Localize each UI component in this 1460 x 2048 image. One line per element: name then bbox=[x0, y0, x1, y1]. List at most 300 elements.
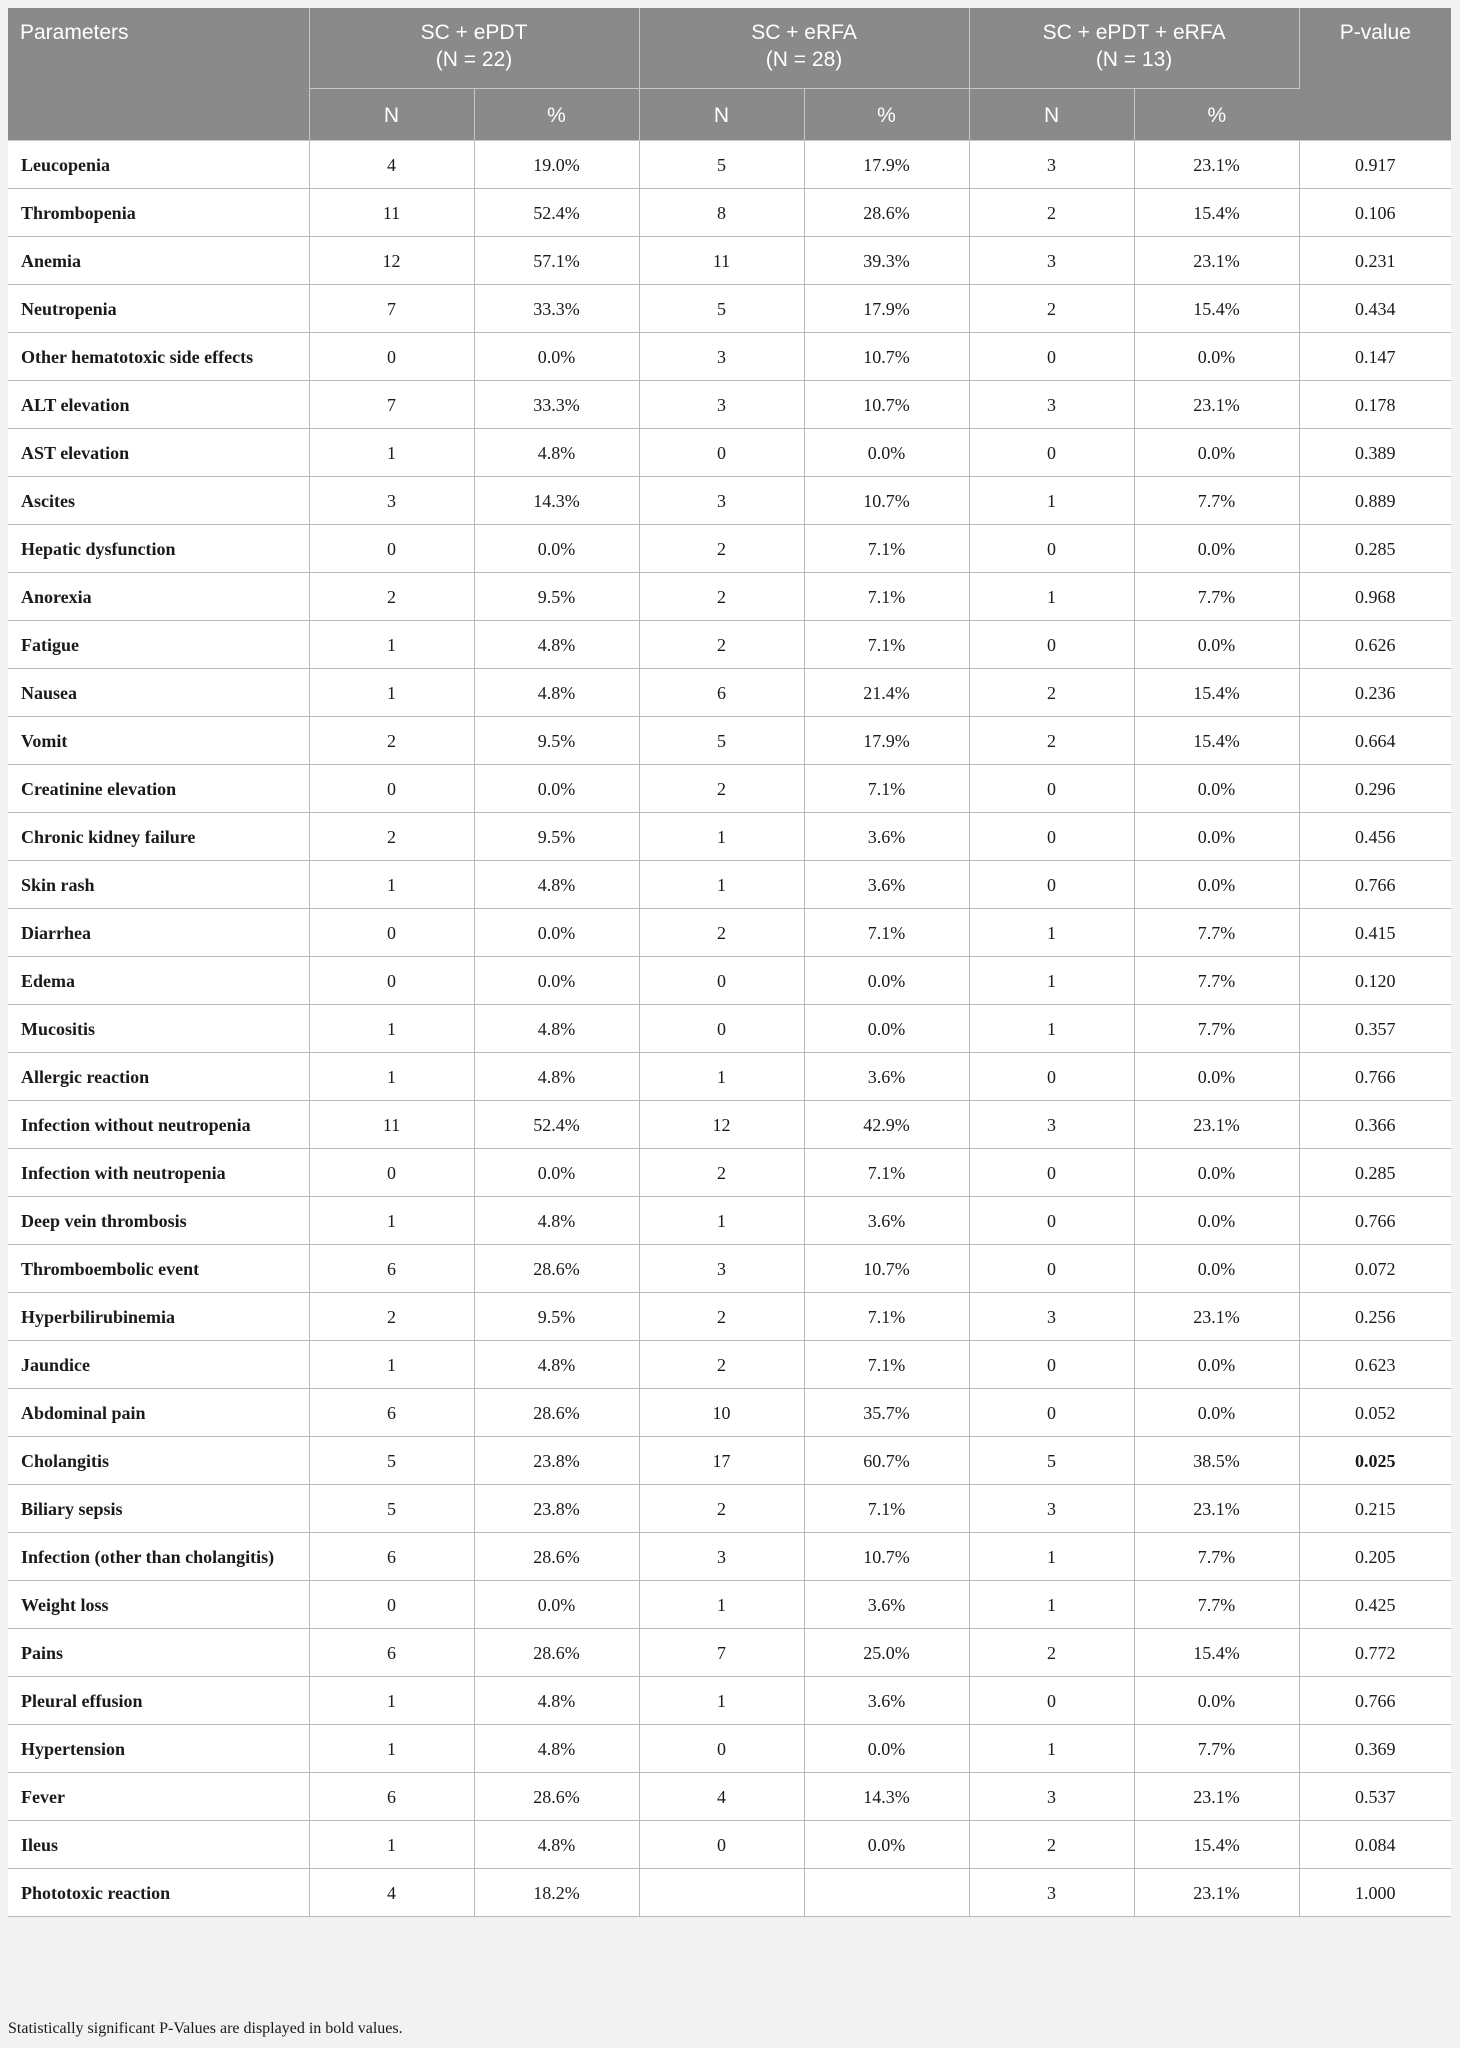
cell-erfa-percent: 25.0% bbox=[804, 1628, 969, 1676]
cell-combo-percent: 7.7% bbox=[1134, 1532, 1299, 1580]
cell-epdt-n: 1 bbox=[309, 1676, 474, 1724]
cell-combo-percent: 23.1% bbox=[1134, 1484, 1299, 1532]
table-row bbox=[8, 140, 1451, 188]
cell-combo-n: 1 bbox=[969, 1004, 1134, 1052]
parameter-label: Weight loss bbox=[8, 1580, 309, 1628]
cell-epdt-percent: 33.3% bbox=[474, 380, 639, 428]
parameter-label: Hepatic dysfunction bbox=[8, 524, 309, 572]
cell-epdt-percent: 57.1% bbox=[474, 236, 639, 284]
cell-epdt-n: 11 bbox=[309, 1100, 474, 1148]
cell-epdt-percent: 0.0% bbox=[474, 956, 639, 1004]
group-name: SC + eRFA bbox=[751, 21, 857, 44]
cell-p-value: 0.215 bbox=[1299, 1484, 1451, 1532]
parameter-label: Biliary sepsis bbox=[8, 1484, 309, 1532]
parameter-label: Abdominal pain bbox=[8, 1388, 309, 1436]
cell-p-value: 0.072 bbox=[1299, 1244, 1451, 1292]
parameter-label: Cholangitis bbox=[8, 1436, 309, 1484]
cell-p-value: 0.285 bbox=[1299, 1148, 1451, 1196]
table-row bbox=[8, 1052, 1451, 1100]
cell-combo-percent: 23.1% bbox=[1134, 1868, 1299, 1916]
cell-p-value: 0.626 bbox=[1299, 620, 1451, 668]
cell-epdt-n: 12 bbox=[309, 236, 474, 284]
cell-epdt-n: 11 bbox=[309, 188, 474, 236]
cell-combo-n: 2 bbox=[969, 284, 1134, 332]
table-row bbox=[8, 428, 1451, 476]
table-body bbox=[8, 140, 1451, 1916]
cell-erfa-n: 0 bbox=[639, 1004, 804, 1052]
table-row bbox=[8, 284, 1451, 332]
table-row bbox=[8, 1292, 1451, 1340]
subheader-n: N bbox=[309, 88, 474, 140]
cell-epdt-n: 5 bbox=[309, 1484, 474, 1532]
cell-erfa-percent: 60.7% bbox=[804, 1436, 969, 1484]
cell-erfa-percent: 0.0% bbox=[804, 1004, 969, 1052]
subheader-percent: % bbox=[474, 88, 639, 140]
table-row bbox=[8, 1148, 1451, 1196]
table-row bbox=[8, 716, 1451, 764]
cell-erfa-n: 3 bbox=[639, 476, 804, 524]
cell-erfa-percent: 17.9% bbox=[804, 140, 969, 188]
table-row bbox=[8, 188, 1451, 236]
cell-combo-n: 1 bbox=[969, 908, 1134, 956]
cell-p-value: 0.889 bbox=[1299, 476, 1451, 524]
cell-combo-n: 0 bbox=[969, 812, 1134, 860]
table-row bbox=[8, 1100, 1451, 1148]
cell-epdt-n: 1 bbox=[309, 428, 474, 476]
parameter-label: Jaundice bbox=[8, 1340, 309, 1388]
cell-epdt-n: 1 bbox=[309, 1724, 474, 1772]
cell-combo-percent: 23.1% bbox=[1134, 140, 1299, 188]
parameter-label: Deep vein thrombosis bbox=[8, 1196, 309, 1244]
cell-combo-percent: 7.7% bbox=[1134, 956, 1299, 1004]
cell-erfa-n: 2 bbox=[639, 1484, 804, 1532]
cell-epdt-percent: 28.6% bbox=[474, 1772, 639, 1820]
table-row bbox=[8, 476, 1451, 524]
cell-combo-percent: 23.1% bbox=[1134, 1100, 1299, 1148]
parameter-label: Nausea bbox=[8, 668, 309, 716]
cell-p-value: 0.917 bbox=[1299, 140, 1451, 188]
cell-combo-percent: 7.7% bbox=[1134, 1004, 1299, 1052]
cell-erfa-n: 2 bbox=[639, 524, 804, 572]
cell-combo-percent: 0.0% bbox=[1134, 524, 1299, 572]
cell-combo-n: 3 bbox=[969, 236, 1134, 284]
cell-p-value: 0.766 bbox=[1299, 860, 1451, 908]
cell-combo-n: 2 bbox=[969, 716, 1134, 764]
cell-epdt-n: 2 bbox=[309, 1292, 474, 1340]
cell-p-value: 0.357 bbox=[1299, 1004, 1451, 1052]
cell-epdt-percent: 52.4% bbox=[474, 188, 639, 236]
table-row bbox=[8, 1772, 1451, 1820]
cell-combo-percent: 0.0% bbox=[1134, 332, 1299, 380]
table-row bbox=[8, 1004, 1451, 1052]
cell-epdt-percent: 9.5% bbox=[474, 716, 639, 764]
pvalue-header: P-value bbox=[1299, 8, 1451, 140]
cell-p-value: 0.766 bbox=[1299, 1676, 1451, 1724]
cell-epdt-percent: 4.8% bbox=[474, 620, 639, 668]
cell-combo-percent: 0.0% bbox=[1134, 1148, 1299, 1196]
cell-erfa-percent: 7.1% bbox=[804, 1292, 969, 1340]
cell-p-value: 0.025 bbox=[1299, 1436, 1451, 1484]
parameter-label: Skin rash bbox=[8, 860, 309, 908]
cell-combo-percent: 15.4% bbox=[1134, 188, 1299, 236]
cell-epdt-percent: 4.8% bbox=[474, 1676, 639, 1724]
cell-p-value: 0.425 bbox=[1299, 1580, 1451, 1628]
parameter-label: Anorexia bbox=[8, 572, 309, 620]
table-row bbox=[8, 1820, 1451, 1868]
cell-erfa-percent: 3.6% bbox=[804, 1676, 969, 1724]
cell-combo-percent: 0.0% bbox=[1134, 428, 1299, 476]
cell-erfa-percent: 17.9% bbox=[804, 716, 969, 764]
cell-erfa-n: 4 bbox=[639, 1772, 804, 1820]
cell-combo-n: 0 bbox=[969, 1340, 1134, 1388]
cell-erfa-n bbox=[639, 1868, 804, 1916]
cell-epdt-percent: 0.0% bbox=[474, 1580, 639, 1628]
parameter-label: Ileus bbox=[8, 1820, 309, 1868]
cell-combo-n: 0 bbox=[969, 1388, 1134, 1436]
parameter-label: Leucopenia bbox=[8, 140, 309, 188]
table-row bbox=[8, 1580, 1451, 1628]
table-row bbox=[8, 1340, 1451, 1388]
cell-p-value: 1.000 bbox=[1299, 1868, 1451, 1916]
cell-erfa-n: 11 bbox=[639, 236, 804, 284]
table-row bbox=[8, 236, 1451, 284]
cell-combo-n: 1 bbox=[969, 956, 1134, 1004]
parameter-label: Other hematotoxic side effects bbox=[8, 332, 309, 380]
cell-p-value: 0.147 bbox=[1299, 332, 1451, 380]
cell-erfa-percent: 7.1% bbox=[804, 524, 969, 572]
table-row bbox=[8, 1628, 1451, 1676]
cell-erfa-n: 2 bbox=[639, 620, 804, 668]
cell-erfa-percent: 7.1% bbox=[804, 908, 969, 956]
table-row bbox=[8, 1532, 1451, 1580]
cell-p-value: 0.664 bbox=[1299, 716, 1451, 764]
cell-combo-n: 0 bbox=[969, 524, 1134, 572]
cell-erfa-n: 5 bbox=[639, 284, 804, 332]
cell-erfa-n: 17 bbox=[639, 1436, 804, 1484]
cell-epdt-n: 0 bbox=[309, 332, 474, 380]
cell-combo-percent: 0.0% bbox=[1134, 620, 1299, 668]
table-footnote: Statistically significant P-Values are displayed in bold values. bbox=[8, 2020, 403, 2037]
cell-combo-percent: 23.1% bbox=[1134, 1292, 1299, 1340]
cell-combo-n: 0 bbox=[969, 764, 1134, 812]
cell-p-value: 0.285 bbox=[1299, 524, 1451, 572]
cell-epdt-percent: 0.0% bbox=[474, 524, 639, 572]
parameter-label: Vomit bbox=[8, 716, 309, 764]
subheader-percent: % bbox=[804, 88, 969, 140]
cell-combo-percent: 0.0% bbox=[1134, 1196, 1299, 1244]
cell-epdt-percent: 23.8% bbox=[474, 1484, 639, 1532]
cell-erfa-percent: 42.9% bbox=[804, 1100, 969, 1148]
cell-combo-n: 1 bbox=[969, 1532, 1134, 1580]
cell-combo-percent: 7.7% bbox=[1134, 1580, 1299, 1628]
parameter-label: Neutropenia bbox=[8, 284, 309, 332]
cell-combo-percent: 7.7% bbox=[1134, 572, 1299, 620]
cell-p-value: 0.766 bbox=[1299, 1052, 1451, 1100]
cell-erfa-percent: 3.6% bbox=[804, 1580, 969, 1628]
parameter-label: Infection (other than cholangitis) bbox=[8, 1532, 309, 1580]
cell-erfa-percent: 10.7% bbox=[804, 1532, 969, 1580]
cell-erfa-n: 3 bbox=[639, 332, 804, 380]
cell-erfa-n: 5 bbox=[639, 716, 804, 764]
cell-erfa-percent: 7.1% bbox=[804, 764, 969, 812]
cell-combo-n: 3 bbox=[969, 380, 1134, 428]
table-row bbox=[8, 1388, 1451, 1436]
cell-epdt-n: 0 bbox=[309, 956, 474, 1004]
cell-erfa-n: 1 bbox=[639, 1580, 804, 1628]
cell-p-value: 0.205 bbox=[1299, 1532, 1451, 1580]
cell-erfa-percent: 10.7% bbox=[804, 1244, 969, 1292]
cell-erfa-n: 6 bbox=[639, 668, 804, 716]
cell-p-value: 0.231 bbox=[1299, 236, 1451, 284]
cell-combo-percent: 38.5% bbox=[1134, 1436, 1299, 1484]
cell-combo-n: 3 bbox=[969, 1292, 1134, 1340]
cell-erfa-percent: 3.6% bbox=[804, 860, 969, 908]
cell-epdt-percent: 4.8% bbox=[474, 1820, 639, 1868]
cell-combo-percent: 0.0% bbox=[1134, 860, 1299, 908]
cell-combo-n: 0 bbox=[969, 1148, 1134, 1196]
cell-combo-percent: 15.4% bbox=[1134, 716, 1299, 764]
cell-combo-n: 0 bbox=[969, 860, 1134, 908]
cell-p-value: 0.537 bbox=[1299, 1772, 1451, 1820]
parameter-label: AST elevation bbox=[8, 428, 309, 476]
cell-epdt-percent: 4.8% bbox=[474, 1004, 639, 1052]
cell-epdt-n: 4 bbox=[309, 140, 474, 188]
table-row bbox=[8, 764, 1451, 812]
parameter-label: Edema bbox=[8, 956, 309, 1004]
table-row bbox=[8, 1724, 1451, 1772]
cell-epdt-n: 1 bbox=[309, 1004, 474, 1052]
cell-epdt-n: 2 bbox=[309, 716, 474, 764]
cell-erfa-percent: 7.1% bbox=[804, 1484, 969, 1532]
parameter-label: Fever bbox=[8, 1772, 309, 1820]
cell-epdt-percent: 0.0% bbox=[474, 908, 639, 956]
cell-epdt-n: 1 bbox=[309, 1340, 474, 1388]
cell-epdt-n: 0 bbox=[309, 1148, 474, 1196]
table-row bbox=[8, 332, 1451, 380]
cell-erfa-n: 1 bbox=[639, 1196, 804, 1244]
cell-combo-n: 2 bbox=[969, 188, 1134, 236]
parameter-label: Infection with neutropenia bbox=[8, 1148, 309, 1196]
cell-p-value: 0.084 bbox=[1299, 1820, 1451, 1868]
cell-epdt-n: 0 bbox=[309, 908, 474, 956]
cell-combo-percent: 0.0% bbox=[1134, 1052, 1299, 1100]
cell-combo-n: 0 bbox=[969, 1052, 1134, 1100]
cell-erfa-n: 1 bbox=[639, 1052, 804, 1100]
parameter-label: Pains bbox=[8, 1628, 309, 1676]
table-row bbox=[8, 380, 1451, 428]
cell-epdt-n: 6 bbox=[309, 1244, 474, 1292]
table-row bbox=[8, 668, 1451, 716]
cell-erfa-percent: 3.6% bbox=[804, 1052, 969, 1100]
cell-erfa-percent: 0.0% bbox=[804, 956, 969, 1004]
cell-p-value: 0.772 bbox=[1299, 1628, 1451, 1676]
group-header-epdt-erfa bbox=[969, 8, 1299, 88]
cell-combo-percent: 15.4% bbox=[1134, 284, 1299, 332]
cell-erfa-percent: 7.1% bbox=[804, 572, 969, 620]
cell-epdt-percent: 23.8% bbox=[474, 1436, 639, 1484]
parameters-header: Parameters bbox=[8, 8, 309, 140]
group-count: (N = 28) bbox=[765, 48, 843, 71]
cell-epdt-percent: 4.8% bbox=[474, 1340, 639, 1388]
cell-epdt-percent: 4.8% bbox=[474, 1196, 639, 1244]
cell-p-value: 0.766 bbox=[1299, 1196, 1451, 1244]
parameter-label: Fatigue bbox=[8, 620, 309, 668]
cell-erfa-n: 1 bbox=[639, 1676, 804, 1724]
cell-epdt-percent: 4.8% bbox=[474, 1724, 639, 1772]
cell-epdt-n: 0 bbox=[309, 524, 474, 572]
table-row bbox=[8, 572, 1451, 620]
cell-p-value: 0.456 bbox=[1299, 812, 1451, 860]
cell-epdt-n: 6 bbox=[309, 1628, 474, 1676]
cell-p-value: 0.178 bbox=[1299, 380, 1451, 428]
cell-epdt-n: 2 bbox=[309, 812, 474, 860]
cell-epdt-percent: 9.5% bbox=[474, 1292, 639, 1340]
cell-combo-percent: 15.4% bbox=[1134, 1820, 1299, 1868]
cell-combo-n: 1 bbox=[969, 1724, 1134, 1772]
table-row bbox=[8, 1484, 1451, 1532]
group-header-erfa bbox=[639, 8, 969, 88]
cell-erfa-percent: 10.7% bbox=[804, 332, 969, 380]
cell-p-value: 0.366 bbox=[1299, 1100, 1451, 1148]
cell-combo-percent: 23.1% bbox=[1134, 236, 1299, 284]
parameter-label: Infection without neutropenia bbox=[8, 1100, 309, 1148]
subheader-n: N bbox=[969, 88, 1134, 140]
cell-erfa-percent: 0.0% bbox=[804, 428, 969, 476]
cell-epdt-percent: 19.0% bbox=[474, 140, 639, 188]
parameter-label: Phototoxic reaction bbox=[8, 1868, 309, 1916]
cell-p-value: 0.296 bbox=[1299, 764, 1451, 812]
cell-combo-n: 0 bbox=[969, 1196, 1134, 1244]
cell-combo-n: 1 bbox=[969, 572, 1134, 620]
cell-epdt-percent: 33.3% bbox=[474, 284, 639, 332]
cell-combo-percent: 7.7% bbox=[1134, 1724, 1299, 1772]
table-row bbox=[8, 812, 1451, 860]
cell-erfa-n: 3 bbox=[639, 380, 804, 428]
parameter-label: Creatinine elevation bbox=[8, 764, 309, 812]
cell-epdt-n: 6 bbox=[309, 1532, 474, 1580]
cell-epdt-n: 0 bbox=[309, 1580, 474, 1628]
group-name: SC + ePDT + eRFA bbox=[1042, 21, 1226, 44]
cell-epdt-percent: 0.0% bbox=[474, 332, 639, 380]
cell-epdt-percent: 9.5% bbox=[474, 572, 639, 620]
cell-epdt-n: 6 bbox=[309, 1772, 474, 1820]
cell-p-value: 0.968 bbox=[1299, 572, 1451, 620]
group-header-epdt bbox=[309, 8, 639, 88]
cell-p-value: 0.106 bbox=[1299, 188, 1451, 236]
parameter-label: Thromboembolic event bbox=[8, 1244, 309, 1292]
cell-combo-percent: 15.4% bbox=[1134, 1628, 1299, 1676]
cell-erfa-n: 2 bbox=[639, 764, 804, 812]
cell-p-value: 0.389 bbox=[1299, 428, 1451, 476]
cell-combo-n: 0 bbox=[969, 1676, 1134, 1724]
adverse-events-table bbox=[8, 8, 1451, 1917]
cell-p-value: 0.415 bbox=[1299, 908, 1451, 956]
cell-p-value: 0.369 bbox=[1299, 1724, 1451, 1772]
cell-epdt-percent: 4.8% bbox=[474, 428, 639, 476]
subheader-n: N bbox=[639, 88, 804, 140]
table-row bbox=[8, 524, 1451, 572]
cell-combo-n: 3 bbox=[969, 1868, 1134, 1916]
cell-epdt-n: 7 bbox=[309, 380, 474, 428]
cell-erfa-n: 7 bbox=[639, 1628, 804, 1676]
cell-erfa-percent: 3.6% bbox=[804, 1196, 969, 1244]
cell-erfa-percent: 10.7% bbox=[804, 476, 969, 524]
cell-epdt-n: 3 bbox=[309, 476, 474, 524]
cell-erfa-percent: 14.3% bbox=[804, 1772, 969, 1820]
cell-combo-n: 1 bbox=[969, 1580, 1134, 1628]
cell-epdt-percent: 18.2% bbox=[474, 1868, 639, 1916]
cell-erfa-percent bbox=[804, 1868, 969, 1916]
group-count: (N = 22) bbox=[435, 48, 513, 71]
cell-p-value: 0.256 bbox=[1299, 1292, 1451, 1340]
cell-epdt-n: 4 bbox=[309, 1868, 474, 1916]
cell-erfa-percent: 3.6% bbox=[804, 812, 969, 860]
cell-combo-n: 0 bbox=[969, 332, 1134, 380]
parameter-label: Hypertension bbox=[8, 1724, 309, 1772]
cell-erfa-percent: 7.1% bbox=[804, 1340, 969, 1388]
table-row bbox=[8, 956, 1451, 1004]
parameter-label: Hyperbilirubinemia bbox=[8, 1292, 309, 1340]
cell-erfa-n: 2 bbox=[639, 1292, 804, 1340]
cell-erfa-n: 3 bbox=[639, 1244, 804, 1292]
cell-erfa-percent: 35.7% bbox=[804, 1388, 969, 1436]
cell-epdt-n: 1 bbox=[309, 1820, 474, 1868]
cell-combo-percent: 0.0% bbox=[1134, 812, 1299, 860]
parameter-label: Ascites bbox=[8, 476, 309, 524]
parameter-label: Allergic reaction bbox=[8, 1052, 309, 1100]
cell-epdt-n: 1 bbox=[309, 1052, 474, 1100]
cell-combo-percent: 0.0% bbox=[1134, 764, 1299, 812]
cell-epdt-percent: 0.0% bbox=[474, 1148, 639, 1196]
cell-epdt-percent: 9.5% bbox=[474, 812, 639, 860]
cell-combo-percent: 23.1% bbox=[1134, 1772, 1299, 1820]
cell-erfa-n: 12 bbox=[639, 1100, 804, 1148]
parameter-label: Mucositis bbox=[8, 1004, 309, 1052]
parameter-label: Pleural effusion bbox=[8, 1676, 309, 1724]
cell-epdt-percent: 28.6% bbox=[474, 1388, 639, 1436]
cell-combo-n: 3 bbox=[969, 1484, 1134, 1532]
cell-erfa-n: 3 bbox=[639, 1532, 804, 1580]
cell-p-value: 0.052 bbox=[1299, 1388, 1451, 1436]
cell-p-value: 0.236 bbox=[1299, 668, 1451, 716]
cell-erfa-percent: 21.4% bbox=[804, 668, 969, 716]
table-row bbox=[8, 908, 1451, 956]
cell-erfa-n: 1 bbox=[639, 812, 804, 860]
cell-epdt-percent: 4.8% bbox=[474, 1052, 639, 1100]
cell-erfa-n: 0 bbox=[639, 428, 804, 476]
cell-combo-n: 3 bbox=[969, 1772, 1134, 1820]
cell-combo-n: 0 bbox=[969, 428, 1134, 476]
cell-combo-percent: 7.7% bbox=[1134, 908, 1299, 956]
cell-combo-percent: 0.0% bbox=[1134, 1244, 1299, 1292]
table-row bbox=[8, 1868, 1451, 1916]
cell-epdt-n: 0 bbox=[309, 764, 474, 812]
cell-epdt-percent: 4.8% bbox=[474, 860, 639, 908]
cell-epdt-n: 1 bbox=[309, 860, 474, 908]
table-container bbox=[8, 8, 1451, 1917]
cell-combo-percent: 0.0% bbox=[1134, 1676, 1299, 1724]
cell-erfa-n: 0 bbox=[639, 956, 804, 1004]
cell-epdt-percent: 28.6% bbox=[474, 1244, 639, 1292]
cell-combo-n: 2 bbox=[969, 668, 1134, 716]
cell-combo-n: 3 bbox=[969, 1100, 1134, 1148]
group-name: SC + ePDT bbox=[420, 21, 528, 44]
cell-combo-n: 2 bbox=[969, 1820, 1134, 1868]
cell-erfa-n: 2 bbox=[639, 1340, 804, 1388]
cell-erfa-percent: 0.0% bbox=[804, 1724, 969, 1772]
cell-epdt-n: 7 bbox=[309, 284, 474, 332]
cell-p-value: 0.120 bbox=[1299, 956, 1451, 1004]
